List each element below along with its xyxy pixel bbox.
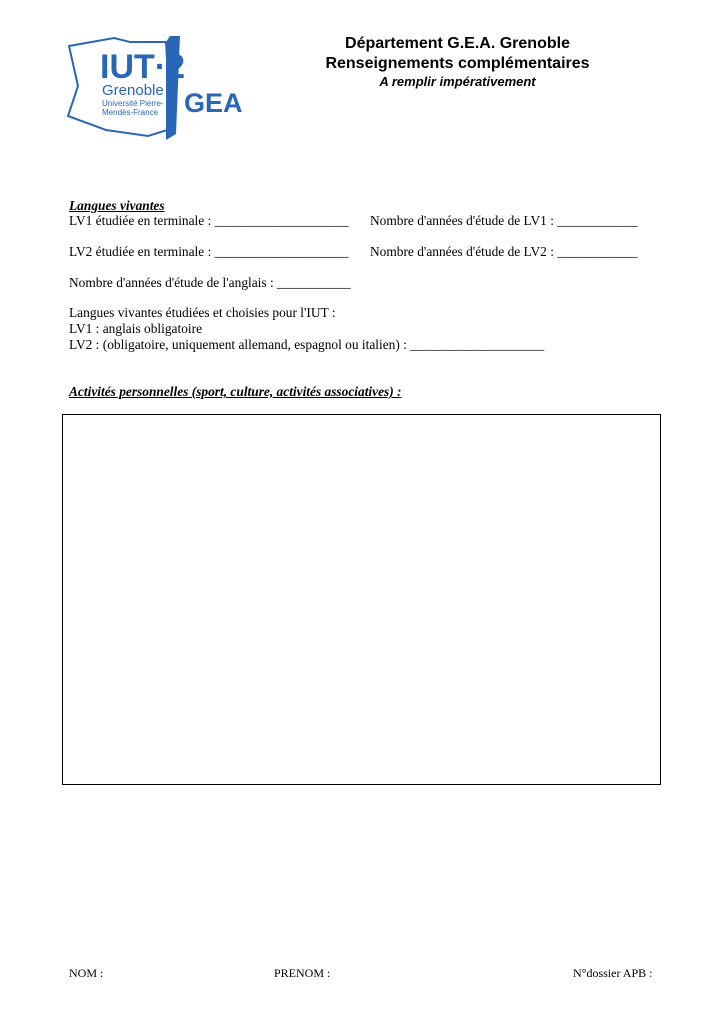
footer-dossier[interactable]: N°dossier APB : [573, 966, 653, 980]
page-note: A remplir impérativement [379, 74, 536, 89]
logo-gea-text: GEA [184, 88, 243, 118]
activities-heading: Activités personnelles (sport, culture, activités associatives) : [69, 384, 402, 399]
page-subtitle: Renseignements complémentaires [325, 55, 590, 72]
languages-heading: Langues vivantes [69, 198, 165, 213]
footer-nom[interactable]: NOM : [69, 966, 104, 980]
logo-univ-line1: Université Pierre- [102, 99, 164, 108]
footer-prenom[interactable]: PRENOM : [274, 966, 331, 980]
logo-city-text: Grenoble [102, 82, 164, 99]
iut2-gea-logo [66, 34, 248, 140]
activities-text-box[interactable] [62, 414, 661, 785]
logo-univ-line2: Mendès-France [102, 108, 159, 117]
chosen-lv1-text: LV1 : anglais obligatoire [69, 321, 203, 336]
english-years-field[interactable]: Nombre d'années d'étude de l'anglais : ___________ [69, 275, 351, 290]
logo-graphic [66, 34, 248, 140]
lv2-years-field[interactable]: Nombre d'années d'étude de LV2 : ____________ [370, 244, 638, 259]
page-title: Département G.E.A. Grenoble [345, 35, 570, 52]
chosen-languages-intro: Langues vivantes étudiées et choisies pour l'IUT : [69, 305, 336, 320]
chosen-lv2-field[interactable]: LV2 : (obligatoire, uniquement allemand, espagnol ou italien) : ____________________ [69, 337, 545, 352]
lv1-terminale-field[interactable]: LV1 étudiée en terminale : ____________________ [69, 213, 349, 228]
logo-main-text: IUT·2 [100, 48, 185, 86]
lv1-years-field[interactable]: Nombre d'années d'étude de LV1 : ____________ [370, 213, 638, 228]
lv2-terminale-field[interactable]: LV2 étudiée en terminale : ____________________ [69, 244, 349, 259]
